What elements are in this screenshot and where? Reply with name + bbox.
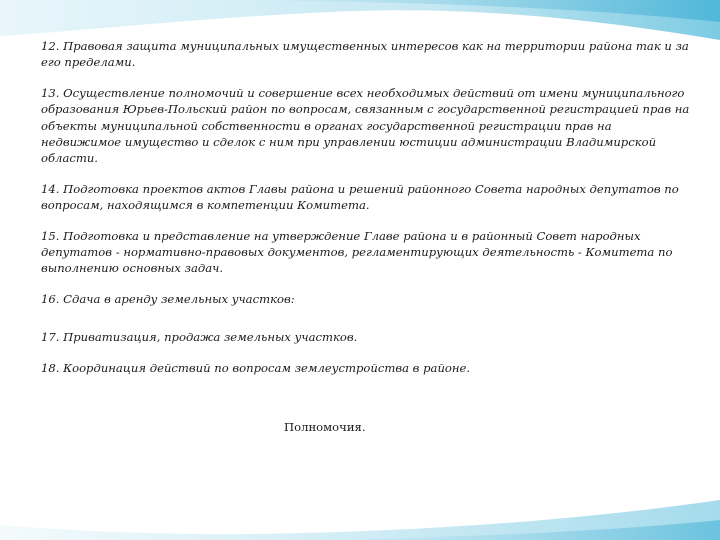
list-item: 18. Координация действий по вопросам землеустройства в районе. [41, 360, 471, 375]
list-item: 14. Подготовка проектов актов Главы района и решений районного Совета народных депутатов по вопросам, находящимся в компетенции Комитета. [41, 181, 679, 213]
list-item: 17. Приватизация, продажа земельных участков. [41, 330, 358, 345]
list-item: 13. Осуществление полномочий и совершение всех необходимых действий от имени муниципального образования Юрьев-Польский район по вопросам, связанным с государственной регистрацией прав на объекты муниципальной собственности в органах государственной регистрации прав на недвижимое имущество и сделок с ним при управлении юстиции администрации Владимирской области. [41, 85, 690, 166]
list-content [41, 38, 691, 390]
list-item: 16. Сдача в аренду земельных участков: [41, 291, 295, 306]
list-item: 12. Правовая защита муниципальных имущественных интересов как на территории района так и за его пределами. [41, 39, 689, 70]
section-heading: Полномочия. [284, 420, 366, 434]
list-item: 15. Подготовка и представление на утверждение Главе района и в районный Совет народных депутатов - нормативно-правовых документов, регламентирующих деятельность - Комитета по выполнению основных задач. [41, 228, 673, 276]
